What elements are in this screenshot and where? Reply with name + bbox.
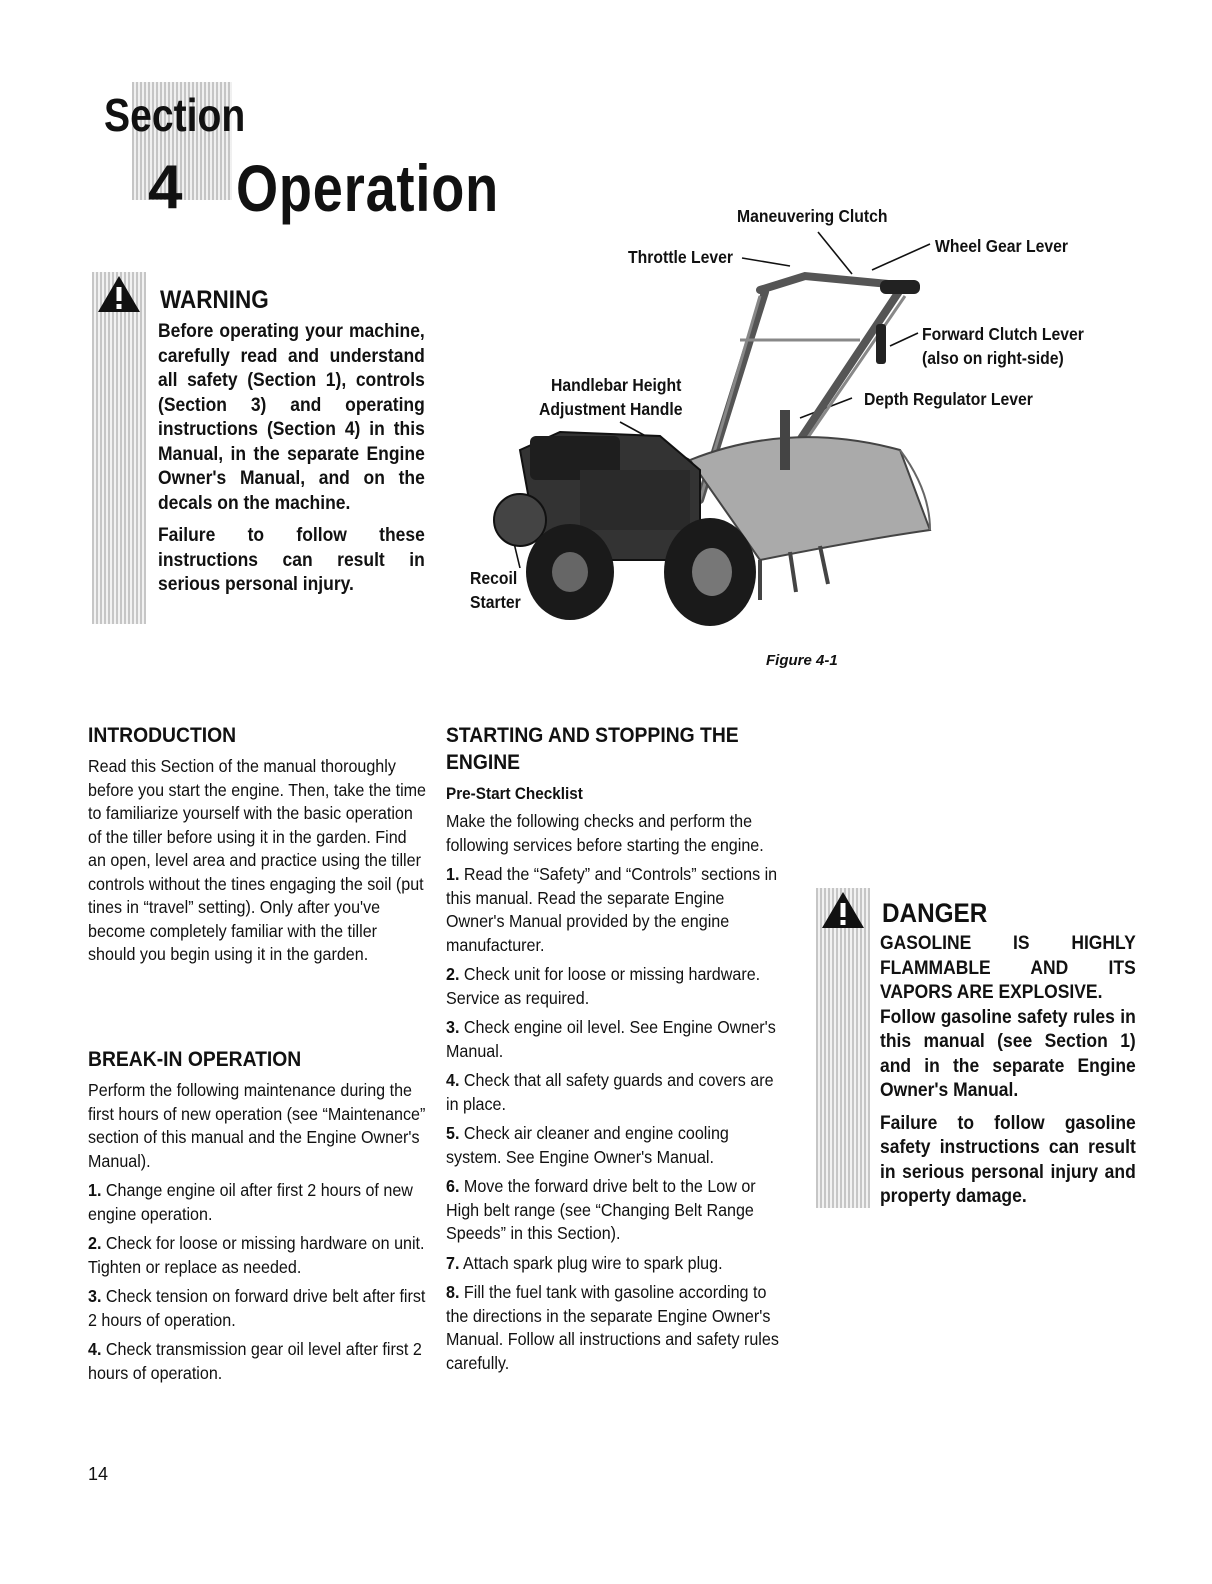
warning-heading: WARNING [160, 286, 269, 314]
tiller-illustration [460, 200, 1110, 670]
page-title: Operation [236, 151, 499, 225]
danger-heading: DANGER [882, 898, 988, 928]
label-depth-regulator: Depth Regulator Lever [864, 389, 1033, 409]
checklist-item: 6. Move the forward drive belt to the Low or High belt range (see “Changing Belt Range Speeds” in this Section). [446, 1176, 756, 1243]
break-in-text: Perform the following maintenance during the first hours of new operation (see “Maintenance” section of this manual and the Engine Owner's Manual). [88, 1080, 426, 1171]
tiller-figure [460, 200, 1110, 670]
introduction-section [88, 722, 444, 967]
label-throttle-lever: Throttle Lever [628, 247, 734, 267]
checklist-item: 8. Fill the fuel tank with gasoline according to the directions in the separate Engine Owner's Manual. Follow all instructions and safety rules carefully. [446, 1282, 779, 1373]
label-recoil: Recoil [470, 568, 518, 588]
danger-text [880, 932, 1136, 1210]
pre-start-body [446, 810, 782, 1375]
label-handlebar-height: Handlebar Height [551, 375, 682, 395]
pre-start-text: Make the following checks and perform the following services before starting the engine. [446, 811, 764, 855]
introduction-heading: INTRODUCTION [88, 724, 237, 747]
checklist-item: 3. Check engine oil level. See Engine Owner's Manual. [446, 1017, 776, 1061]
label-forward-clutch-note: (also on right-side) [922, 348, 1064, 368]
label-wheel-gear-lever: Wheel Gear Lever [935, 236, 1069, 256]
warning-body: Before operating your machine, carefully read and understand all safety (Section 1), controls (Section 3) and operating instructions (Section 4) in this Manual, in the separate Engine Owner's Manual, and on the decals on the machine. [158, 321, 425, 514]
section-label: Section [104, 89, 246, 141]
break-in-heading: BREAK-IN OPERATION [88, 1048, 302, 1071]
section-number: 4 [148, 153, 183, 222]
checklist-item: 2. Check unit for loose or missing hardware. Service as required. [446, 964, 761, 1008]
warning-side-stripe [92, 272, 146, 624]
break-in-item: 4. Check transmission gear oil level after first 2 hours of operation. [88, 1339, 422, 1383]
warning-text [158, 320, 425, 598]
checklist-item: 1. Read the “Safety” and “Controls” sections in this manual. Read the separate Engine Owner's Manual provided by the engine manufacturer. [446, 864, 778, 955]
label-forward-clutch: Forward Clutch Lever [922, 324, 1084, 344]
label-adjustment-handle: Adjustment Handle [539, 399, 683, 419]
warning-icon [96, 274, 142, 314]
checklist-item: 4. Check that all safety guards and covers are in place. [446, 1070, 774, 1114]
break-in-section [88, 1046, 444, 1391]
break-in-body [88, 1079, 428, 1385]
figure-caption: Figure 4-1 [766, 652, 838, 669]
danger-body-2: Follow gasoline safety rules in this manual (see Section 1) and in the separate Engine Owner's Manual. [880, 1006, 1136, 1101]
label-maneuvering-clutch: Maneuvering Clutch [737, 206, 888, 226]
introduction-text: Read this Section of the manual thoroughly before you start the engine. Then, take the time to familiarize yourself with the basic operation of the tiller before using it in the garden. Find an open, level area and practice using the tiller controls without the tines engaging the soil (put tines in “travel” setting). Only after you've become completely familiar with the tiller should you begin using it in the garden. [88, 756, 427, 964]
break-in-item: 2. Check for loose or missing hardware on unit. Tighten or replace as needed. [88, 1233, 425, 1277]
starting-section [446, 722, 796, 1381]
danger-body-3: Failure to follow gasoline safety instructions can result in serious personal injury and property damage. [880, 1112, 1136, 1207]
warning-body-2: Failure to follow these instructions can result in serious personal injury. [158, 525, 425, 595]
break-in-item: 1. Change engine oil after first 2 hours of new engine operation. [88, 1180, 413, 1224]
pre-start-checklist-heading: Pre-Start Checklist [446, 784, 583, 803]
danger-body-1: GASOLINE IS HIGHLY FLAMMABLE AND ITS VAPORS ARE EXPLOSIVE. [880, 933, 1136, 1003]
starting-heading: STARTING AND STOPPING THE ENGINE [446, 724, 739, 774]
page-number: 14 [88, 1464, 109, 1484]
checklist-item: 7. Attach spark plug wire to spark plug. [446, 1252, 723, 1273]
checklist-item: 5. Check air cleaner and engine cooling system. See Engine Owner's Manual. [446, 1123, 729, 1167]
danger-icon [820, 890, 866, 930]
danger-side-stripe [816, 888, 870, 1208]
break-in-item: 3. Check tension on forward drive belt after first 2 hours of operation. [88, 1286, 426, 1330]
label-starter: Starter [470, 592, 521, 612]
